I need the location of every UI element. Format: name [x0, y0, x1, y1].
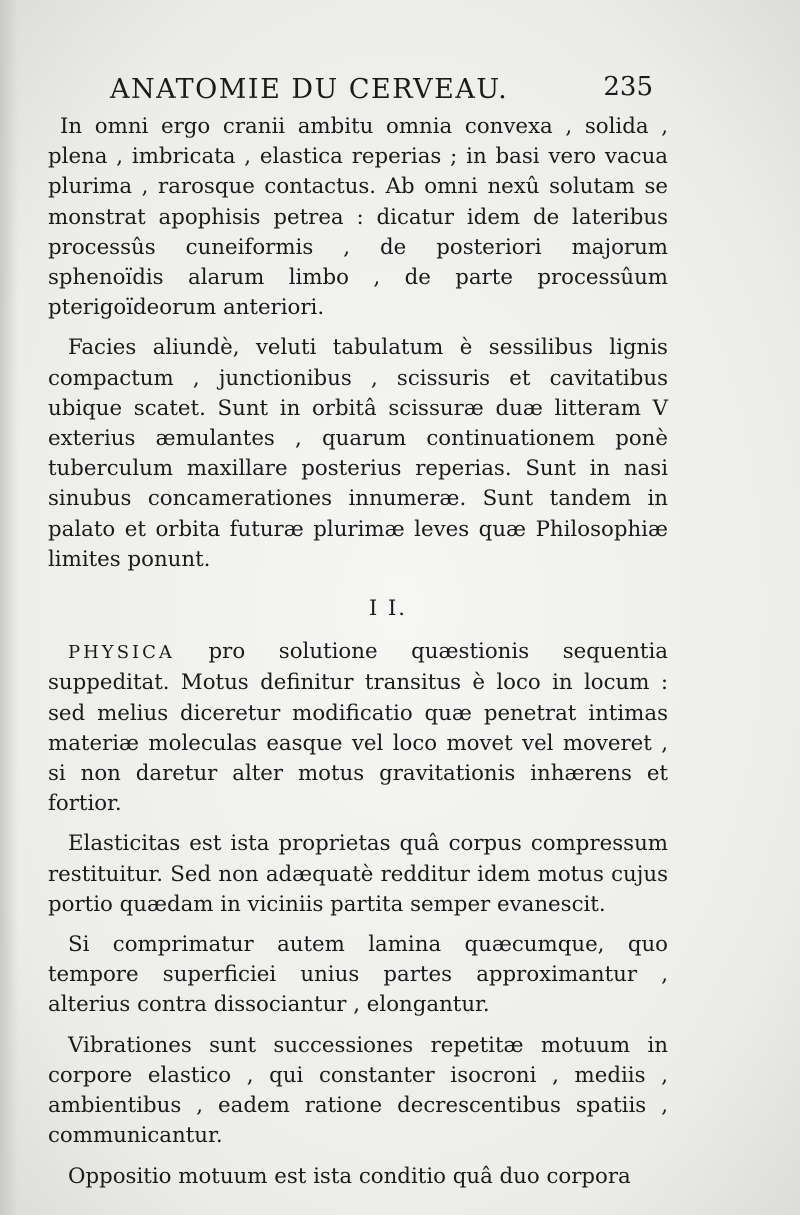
paragraph: Elasticitas est ista proprietas quâ corpus compressum restituitur. Sed non adæquatè redditur idem motus cujus portio quædam in viciniis partita semper evanescit. [48, 831, 668, 917]
paragraph: Si comprimatur autem lamina quæcumque, quo tempore superficiei unius partes approximantur , alterius contra dissociantur , elongantur. [48, 932, 668, 1018]
section-number: I I. [369, 596, 407, 621]
section-first-word: PHYSICA [68, 642, 175, 664]
page-number: 235 [603, 72, 653, 102]
running-title: ANATOMIE DU CERVEAU. [110, 74, 509, 105]
paragraph [48, 637, 668, 819]
body-text [48, 112, 668, 1202]
paragraph: Facies aliundè, veluti tabulatum è sessilibus lignis compactum , junctionibus , scissuris et cavitatibus ubique scatet. Sunt in orbitâ scissuræ duæ litteram V exterius æmulantes , quarum continuationem ponè tuberculum maxillare posterius reperias. Sunt in nasi sinubus concamerationes innumeræ. Sunt tandem in palato et orbita futuræ plurimæ leves quæ Philosophiæ limites ponunt. [48, 335, 668, 572]
paragraph-text: pro solutione quæstionis sequentia suppeditat. Motus definitur transitus è loco in locum : sed melius diceretur modificatio quæ penetrat intimas materiæ moleculas easque vel loco movet vel moveret , si non daretur alter motus gravitationis inhærens et fortior. [48, 639, 668, 817]
paragraph: Vibrationes sunt successiones repetitæ motuum in corpore elastico , qui constanter isocroni , mediis , ambientibus , eadem ratione decrescentibus spatiis , communicantur. [48, 1032, 668, 1149]
paragraph: In omni ergo cranii ambitu omnia convexa , solida , plena , imbricata , elastica reperias ; in basi vero vacua plurima , rarosque contactus. Ab omni nexû solutam se monstrat apophisis petrea : dicatur idem de lateribus processûs cuneiformis , de posteriori majorum sphenoïdis alarum limbo , de parte processûum pterigoïdeorum anteriori. [48, 114, 668, 321]
paragraph: Oppositio motuum est ista conditio quâ duo corpora [68, 1163, 631, 1189]
page-header [110, 70, 665, 110]
